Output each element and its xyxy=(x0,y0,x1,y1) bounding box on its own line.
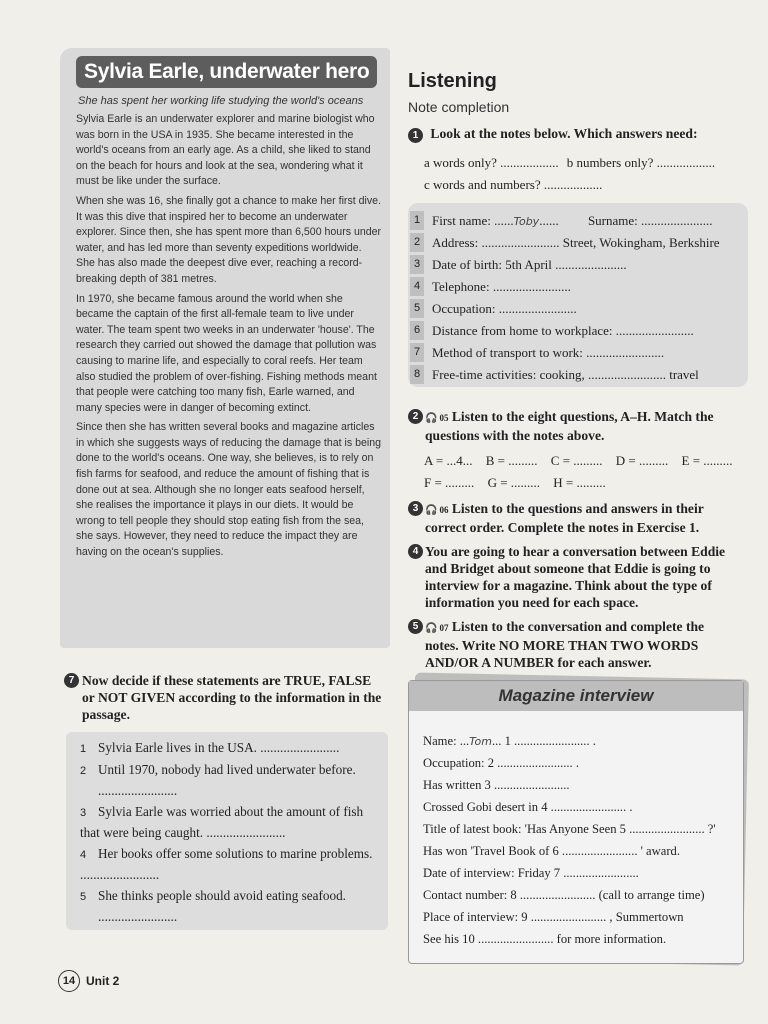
audio-track-number: 07 xyxy=(439,623,449,633)
note-row xyxy=(408,232,748,253)
article-paragraph: Since then she has written several books and magazine articles in which she suggests ways of reducing the damage that is being done to the world's oceans. One way, she believes, is to rely on fish farms for seafood, and reduce the amount of fishing that is done out at sea. Although she no longer eats seafood herself, she realises the importance it plays in our diets. It would be wrong to tell people they should stop eating fish from the sea, she says. However, they need to reduce the impact they are having on the ocean's supplies. xyxy=(76,421,382,559)
note-row xyxy=(408,298,748,319)
interview-field[interactable]: Occupation: 2 ........................ . xyxy=(423,756,580,770)
note-number: 3 xyxy=(410,255,424,274)
note-number: 8 xyxy=(410,365,424,384)
article-panel xyxy=(60,48,390,648)
match-answer[interactable]: A = ...4... xyxy=(424,453,473,468)
match-answers-row-2 xyxy=(424,472,616,494)
interview-field[interactable]: Crossed Gobi desert in 4 ........................ . xyxy=(423,800,633,814)
exercise-1-instruction xyxy=(408,126,728,143)
note-row xyxy=(408,276,748,297)
tf-statement xyxy=(80,886,380,927)
option-a[interactable]: a words only? .................. xyxy=(424,155,559,170)
statement-number: 3 xyxy=(80,807,87,819)
article-paragraph: In 1970, she became famous around the world when she became the captain of the first all-female team to live under water. The team spent two weeks in an underwater 'house'. The research they carried out showed the damage that pollution was causing to marine life, and especially to coral reefs. Her team also studied the problem of over-fishing. Fishing methods meant that people were catching too many fish, Earle warned, and many species were in danger of becoming extinct. xyxy=(76,292,377,414)
statement-text: Sylvia Earle lives in the USA. xyxy=(98,740,257,755)
tf-statement xyxy=(80,738,380,759)
magazine-interview-card xyxy=(408,680,744,964)
exercise-4-instruction xyxy=(408,543,730,611)
notes-box xyxy=(408,203,748,387)
note-row xyxy=(408,320,748,341)
match-answer[interactable]: F = ......... xyxy=(424,475,475,490)
interview-field[interactable]: Has won 'Travel Book of 6 ........................ ' award. xyxy=(423,844,680,858)
interview-field[interactable]: Date of interview: Friday 7 ........................ xyxy=(423,866,639,880)
article-title: Sylvia Earle, underwater hero xyxy=(76,56,377,88)
tf-statements-box xyxy=(66,732,388,930)
statement-number: 2 xyxy=(80,765,87,777)
audio-track-icon[interactable]: 🎧 xyxy=(425,623,438,634)
statement-number: 1 xyxy=(80,743,87,755)
note-row xyxy=(408,210,748,231)
answer-blank[interactable]: ........................ xyxy=(98,909,178,924)
answer-blank[interactable]: ........................ xyxy=(206,825,286,840)
audio-track-icon[interactable]: 🎧 xyxy=(425,505,438,516)
exercise-text: Listen to the conversation and complete the notes. Write NO MORE THAN TWO WORDS AND/OR A NUMBER for each answer. xyxy=(425,619,705,670)
answer-blank[interactable]: ........................ xyxy=(260,740,340,755)
article-subtitle: She has spent her working life studying the world's oceans xyxy=(78,95,364,107)
exercise-number: 1 xyxy=(408,128,423,143)
page-number: 14 xyxy=(58,970,80,992)
match-answer[interactable]: G = ......... xyxy=(487,475,541,490)
match-answers-row-1 xyxy=(424,450,743,472)
exercise-number: 7 xyxy=(64,673,79,688)
note-number: 5 xyxy=(410,299,424,318)
note-text[interactable]: Occupation: ........................ xyxy=(432,301,577,316)
option-c[interactable]: c words and numbers? .................. xyxy=(424,177,603,192)
note-row xyxy=(408,254,748,275)
tf-statement xyxy=(80,844,380,885)
statement-number: 5 xyxy=(80,891,87,903)
tf-instruction-text: Now decide if these statements are TRUE, FALSE or NOT GIVEN according to the information in the passage. xyxy=(82,673,382,722)
interview-field[interactable]: Has written 3 ........................ xyxy=(423,778,570,792)
tf-statement xyxy=(80,802,380,843)
note-number: 6 xyxy=(410,321,424,340)
match-answer[interactable]: D = ......... xyxy=(615,453,669,468)
exercise-number: 4 xyxy=(408,544,423,559)
statement-text: Her books offer some solutions to marine problems. xyxy=(98,846,373,861)
statement-text: Until 1970, nobody had lived underwater before. xyxy=(98,762,356,777)
exercise-3-instruction xyxy=(408,500,730,536)
note-text[interactable]: Telephone: ........................ xyxy=(432,279,571,294)
article-paragraph: When she was 16, she finally got a chance to make her first dive. It was this dive that inspired her to become an underwater explorer. Since then, she has spent more than 6,500 hours under water, and has led more than seventy expeditions worldwide. She has also made the deepest dive ever, reaching a record-breaking depth of 381 metres. xyxy=(76,194,382,285)
note-text[interactable]: Date of birth: 5th April ...................... xyxy=(432,257,627,272)
answer-type-options xyxy=(424,152,715,196)
statement-text: She thinks people should avoid eating seafood. xyxy=(98,888,346,903)
interview-field[interactable]: See his 10 ........................ for more information. xyxy=(423,932,667,946)
answer-blank[interactable]: ........................ xyxy=(98,783,178,798)
exercise-2-instruction xyxy=(408,408,730,444)
exercise-5-instruction xyxy=(408,618,730,671)
exercise-number: 5 xyxy=(408,619,423,634)
exercise-number: 2 xyxy=(408,409,423,424)
interview-field[interactable]: Name: ...Tom... 1 ........................ . xyxy=(423,734,596,748)
exercise-text: Listen to the questions and answers in their correct order. Complete the notes in Exercise 1. xyxy=(425,501,704,535)
unit-label: Unit 2 xyxy=(86,974,120,988)
handwritten-answer: Toby xyxy=(513,215,540,228)
exercise-text: You are going to hear a conversation between Eddie and Bridget about someone that Eddie is going to interview for a magazine. Think about the type of information you need for each space. xyxy=(425,544,726,610)
article-paragraph: Sylvia Earle is an underwater explorer and marine biologist who was born in the USA in 1935. She became interested in the world's oceans from an early age. As a child, she liked to stand on the beach for hours and look at the sea, wondering what it must be like under the surface. xyxy=(76,113,375,188)
exercise-text: Listen to the eight questions, A–H. Match the questions with the notes above. xyxy=(425,409,714,443)
option-b[interactable]: b numbers only? .................. xyxy=(566,155,716,170)
statement-text: Sylvia Earle was worried about the amount of fish that were being caught. xyxy=(80,804,364,840)
page-footer xyxy=(58,970,119,992)
statement-number: 4 xyxy=(80,849,87,861)
handwritten-answer: Tom xyxy=(469,735,492,748)
note-text[interactable]: Address: ........................ Street, Wokingham, Berkshire xyxy=(432,235,720,250)
note-row xyxy=(408,364,748,385)
note-text[interactable]: First name: ......Toby...... Surname: ...................... xyxy=(432,213,713,228)
tf-instruction xyxy=(64,672,384,723)
note-number: 7 xyxy=(410,343,424,362)
article-content xyxy=(76,56,382,565)
note-text[interactable]: Method of transport to work: ........................ xyxy=(432,345,665,360)
match-answer[interactable]: C = ......... xyxy=(550,453,603,468)
note-number: 4 xyxy=(410,277,424,296)
card-title: Magazine interview xyxy=(409,681,743,711)
exercise-number: 3 xyxy=(408,501,423,516)
match-answer[interactable]: E = ......... xyxy=(681,453,733,468)
note-number: 2 xyxy=(410,233,424,252)
section-subtitle: Note completion xyxy=(408,99,510,115)
answer-blank[interactable]: ........................ xyxy=(80,867,160,882)
note-row xyxy=(408,342,748,363)
match-answer[interactable]: H = ......... xyxy=(553,475,606,490)
note-text[interactable]: Distance from home to workplace: ........................ xyxy=(432,323,694,338)
match-answer[interactable]: B = ......... xyxy=(485,453,538,468)
note-text[interactable]: Free-time activities: cooking, ........................ travel xyxy=(432,367,699,382)
interview-field[interactable]: Contact number: 8 ........................ (call to arrange time) xyxy=(423,888,705,902)
audio-track-number: 06 xyxy=(439,505,449,515)
note-number: 1 xyxy=(410,211,424,230)
section-title: Listening xyxy=(408,70,497,92)
tf-statement xyxy=(80,760,380,801)
interview-field[interactable]: Place of interview: 9 ........................ , Summertown xyxy=(423,910,684,924)
exercise-text: Look at the notes below. Which answers need: xyxy=(430,126,698,141)
interview-field[interactable]: Title of latest book: 'Has Anyone Seen 5 ........................ ?' xyxy=(423,822,716,836)
audio-track-icon[interactable]: 🎧 xyxy=(425,413,438,424)
audio-track-number: 05 xyxy=(439,413,449,423)
